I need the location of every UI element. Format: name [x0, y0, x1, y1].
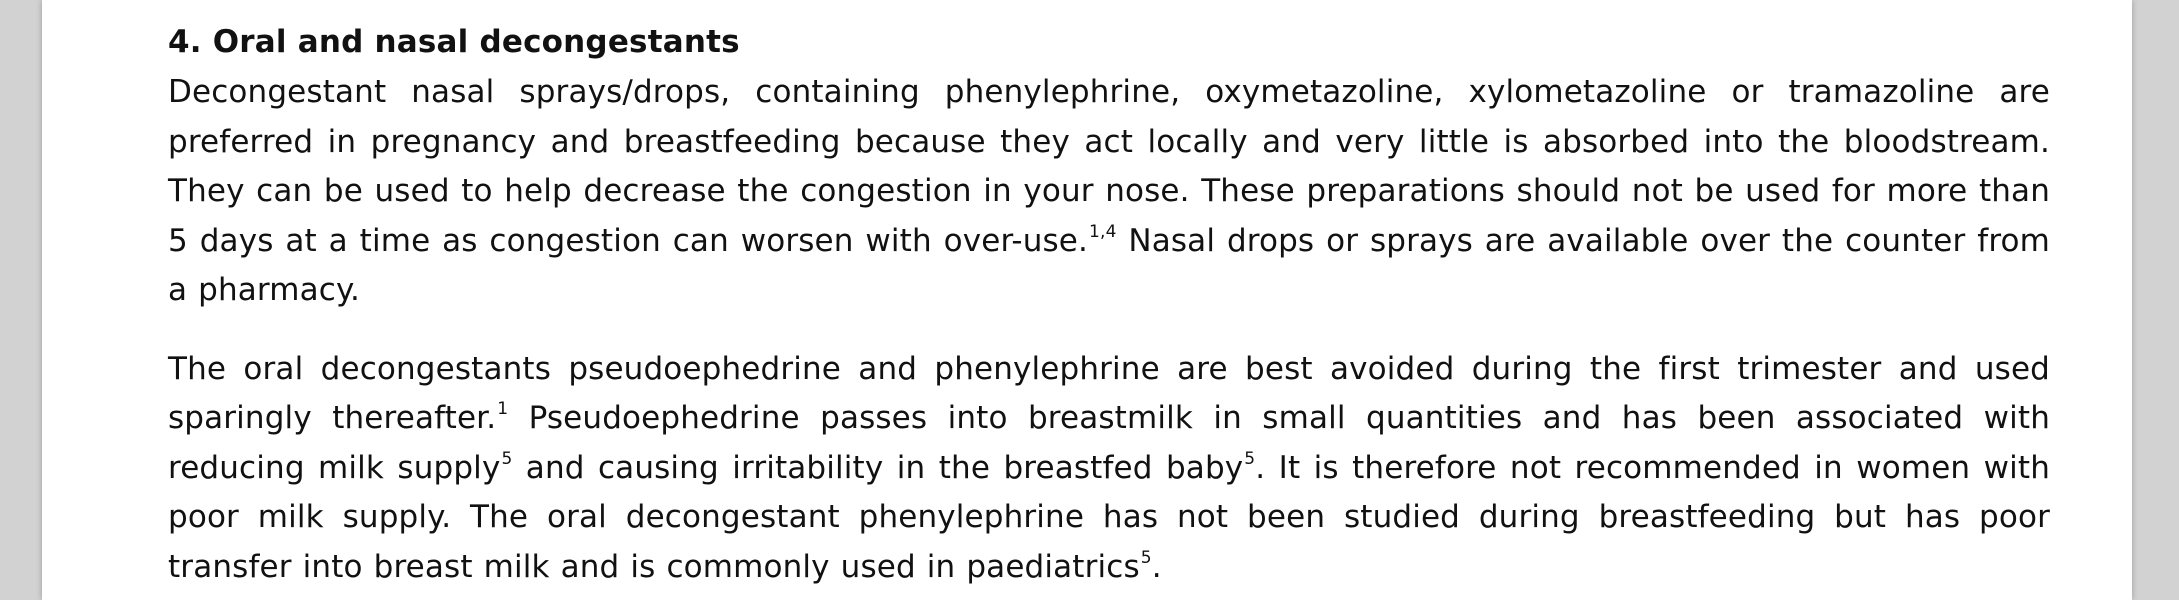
paragraph-text: Nasal drops or sprays are available over the counter from a pharmacy. — [168, 222, 2051, 308]
citation-reference: 1 — [497, 399, 509, 419]
section-heading: 4. Oral and nasal decongestants — [168, 24, 740, 60]
paragraph-text: The oral decongestants pseudoephedrine and phenylephrine are best avoided during the first trimester and used sparingly thereafter. — [168, 350, 2050, 436]
citation-reference: 5 — [1140, 547, 1152, 568]
paragraph-text: . — [1151, 548, 1162, 585]
paragraph-nasal-decongestants — [168, 68, 2050, 316]
citation-reference: 5 — [501, 448, 513, 469]
paragraph-text: and causing irritability in the breastfed baby — [512, 449, 1244, 486]
citation-reference: 5 — [1244, 448, 1256, 469]
citation-reference: 1,4 — [1089, 221, 1117, 242]
paragraph-text: Decongestant nasal sprays/drops, containing phenylephrine, oxymetazoline, xylometazoline or tramazoline are preferred in pregnancy and breastfeeding because they act locally and very little is absorbed into the bloodstream. They can be used to help decrease the congestion in your nose. These preparations should not be used for more than 5 days at a time as congestion can worsen with over-use. — [168, 74, 2050, 259]
document-content — [168, 18, 2050, 592]
paragraph-text: . It is therefore not recommended in women with poor milk supply. The oral decongestant phenylephrine has not been studied during breastfeeding but has poor transfer into breast milk and is commonly used in paediatrics — [168, 449, 2050, 585]
paragraph-oral-decongestants — [168, 345, 2050, 593]
document-page — [42, 0, 2132, 600]
paragraph-text: Pseudoephedrine passes into breastmilk in small quantities and has been associated with reducing milk supply — [168, 400, 2050, 486]
